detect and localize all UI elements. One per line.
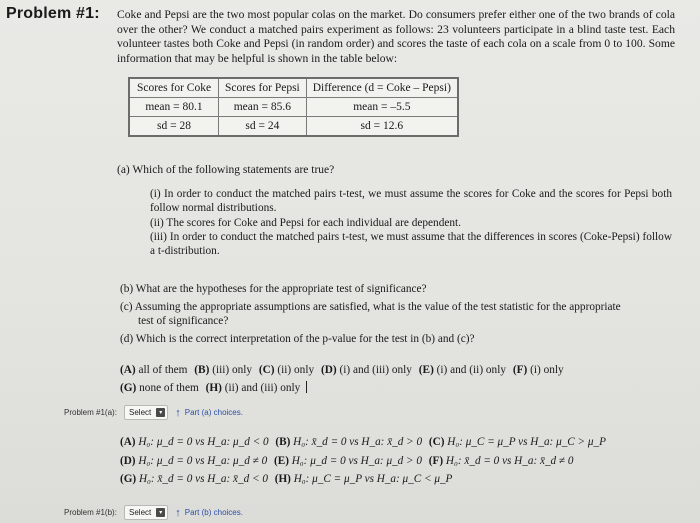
problem-intro: Coke and Pepsi are the two most popular colas on the market. Do consumers prefer either one of the two brands of cola over the other? We conduct a matched pairs experiment as follows: 23 volunteers participate in a blind taste test. Each volunteer tastes both Coke and Pepsi (in random order) and scores the taste of each cola on a scale from 0 to 100. Some information that may be helpful is shown in the table below: (117, 8, 675, 65)
choice-letter: (B) (194, 364, 210, 376)
choice-b-B (275, 436, 422, 448)
table-cell: mean = –5.5 (306, 98, 458, 117)
part-a-link-text: Part (a) choices. (184, 408, 243, 417)
table-header: Difference (d = Coke – Pepsi) (306, 78, 458, 98)
part-a-answer-row (64, 405, 243, 420)
choices-b-row-2 (120, 452, 690, 471)
choice-a-E (419, 364, 506, 376)
choice-letter: (C) (258, 364, 275, 376)
choice-text: (ii) only (277, 364, 315, 376)
choice-letter: (H) (274, 473, 291, 486)
choice-text: H₀: x̄_d = 0 vs H_a: x̄_d > 0 (293, 436, 423, 448)
table-header-row (129, 78, 458, 98)
part-a-choices (120, 361, 680, 397)
part-a-question: (a) Which of the following statements are true? (117, 164, 335, 176)
choice-b-H (275, 473, 453, 485)
choice-letter: (A) (120, 364, 136, 376)
choice-letter: (H) (205, 382, 222, 394)
part-a-choices-link[interactable] (175, 407, 243, 419)
choices-a-row-2 (120, 379, 680, 397)
part-b-label: Problem #1(b): (64, 508, 117, 517)
choice-b-E (274, 455, 422, 467)
text-cursor (306, 381, 307, 393)
part-a-select[interactable] (124, 405, 168, 420)
table-row (129, 117, 458, 137)
table-cell: sd = 28 (129, 117, 219, 137)
arrow-up-icon: ↑ (175, 506, 181, 519)
choice-text: H₀: μ_d = 0 vs H_a: μ_d < 0 (138, 436, 269, 448)
table-row (129, 98, 458, 117)
choices-b-row-1 (120, 433, 690, 452)
question-d: (d) Which is the correct interpretation of the p-value for the test in (b) and (c)? (120, 333, 475, 345)
choice-text: (i) and (iii) only (339, 364, 412, 376)
table-header: Scores for Coke (129, 78, 219, 98)
statement-i: (i) In order to conduct the matched pairs t-test, we must assume the scores for Coke and the scores for Pepsi both follow normal distributions. (150, 188, 672, 214)
part-b-select-value: Select (129, 508, 152, 517)
table-header: Scores for Pepsi (219, 78, 307, 98)
table-cell: sd = 12.6 (306, 117, 458, 137)
table-cell: mean = 85.6 (219, 98, 307, 117)
choices-a-row-1 (120, 361, 680, 379)
table-cell: mean = 80.1 (129, 98, 219, 117)
part-b-select[interactable] (124, 505, 168, 520)
choice-text: H₀: μ_d = 0 vs H_a: μ_d > 0 (291, 454, 422, 467)
choice-text: H₀: μ_d = 0 vs H_a: μ_d ≠ 0 (138, 454, 268, 467)
choice-letter: (G) (120, 382, 137, 394)
problem-title: Problem #1: (6, 5, 100, 22)
choice-text: (iii) only (212, 364, 253, 376)
choice-a-B (194, 364, 252, 376)
choice-letter: (B) (275, 436, 291, 448)
choice-letter: (E) (418, 364, 434, 376)
choice-letter: (G) (120, 473, 137, 486)
choice-b-A (120, 436, 269, 448)
statement-ii: (ii) The scores for Coke and Pepsi for each individual are dependent. (150, 216, 461, 229)
choice-text: H₀: x̄_d = 0 vs H_a: x̄_d ≠ 0 (445, 454, 574, 467)
choice-letter: (F) (428, 454, 444, 467)
part-b-choices-link[interactable] (175, 507, 243, 519)
question-c (120, 300, 675, 328)
choice-a-D (321, 364, 412, 376)
question-c-line2: test of significance? (138, 315, 229, 327)
choice-text: H₀: μ_C = μ_P vs H_a: μ_C > μ_P (447, 436, 606, 448)
choice-a-C (259, 364, 314, 376)
choice-letter: (C) (428, 436, 445, 448)
part-b-choices (120, 433, 690, 489)
choice-text: (ii) and (iii) only (224, 382, 301, 394)
choice-text: all of them (138, 364, 188, 376)
part-b-answer-row (64, 505, 243, 520)
choice-letter: (A) (120, 436, 136, 448)
part-a-select-value: Select (129, 408, 152, 417)
choice-text: none of them (139, 382, 199, 394)
arrow-up-icon: ↑ (175, 406, 181, 419)
choice-letter: (D) (320, 364, 337, 376)
part-a-statements (150, 188, 672, 260)
select-arrows-icon: ▾ (156, 408, 165, 417)
choice-text: H₀: μ_C = μ_P vs H_a: μ_C < μ_P (293, 473, 453, 486)
choice-a-H (206, 382, 301, 394)
choice-letter: (E) (274, 454, 289, 467)
part-b-link-text: Part (b) choices. (184, 508, 243, 517)
table-cell: sd = 24 (219, 117, 307, 137)
question-c-line1: (c) Assuming the appropriate assumptions are satisfied, what is the value of the test statistic for the appropriate (120, 301, 621, 313)
choice-b-C (429, 436, 606, 448)
choice-text: H₀: x̄_d = 0 vs H_a: x̄_d < 0 (138, 473, 268, 486)
choice-letter: (F) (512, 364, 528, 376)
select-arrows-icon: ▾ (156, 508, 165, 517)
choice-a-G (120, 382, 199, 394)
choice-b-G (120, 473, 268, 485)
question-b: (b) What are the hypotheses for the appropriate test of significance? (120, 283, 427, 295)
choice-letter: (D) (120, 454, 136, 467)
choice-text: (i) and (ii) only (436, 364, 506, 376)
choice-text: (i) only (530, 364, 564, 376)
summary-table (128, 77, 459, 137)
choice-a-A (120, 364, 187, 376)
choices-b-row-3 (120, 470, 690, 489)
choice-a-F (513, 364, 564, 376)
question-list (120, 282, 675, 350)
part-a-label: Problem #1(a): (64, 408, 117, 417)
choice-b-D (120, 455, 267, 467)
choice-b-F (429, 455, 574, 467)
statement-iii: (iii) In order to conduct the matched pairs t-test, we must assume that the differences in scores (Coke-Pepsi) follow a t-distribution. (150, 231, 672, 258)
